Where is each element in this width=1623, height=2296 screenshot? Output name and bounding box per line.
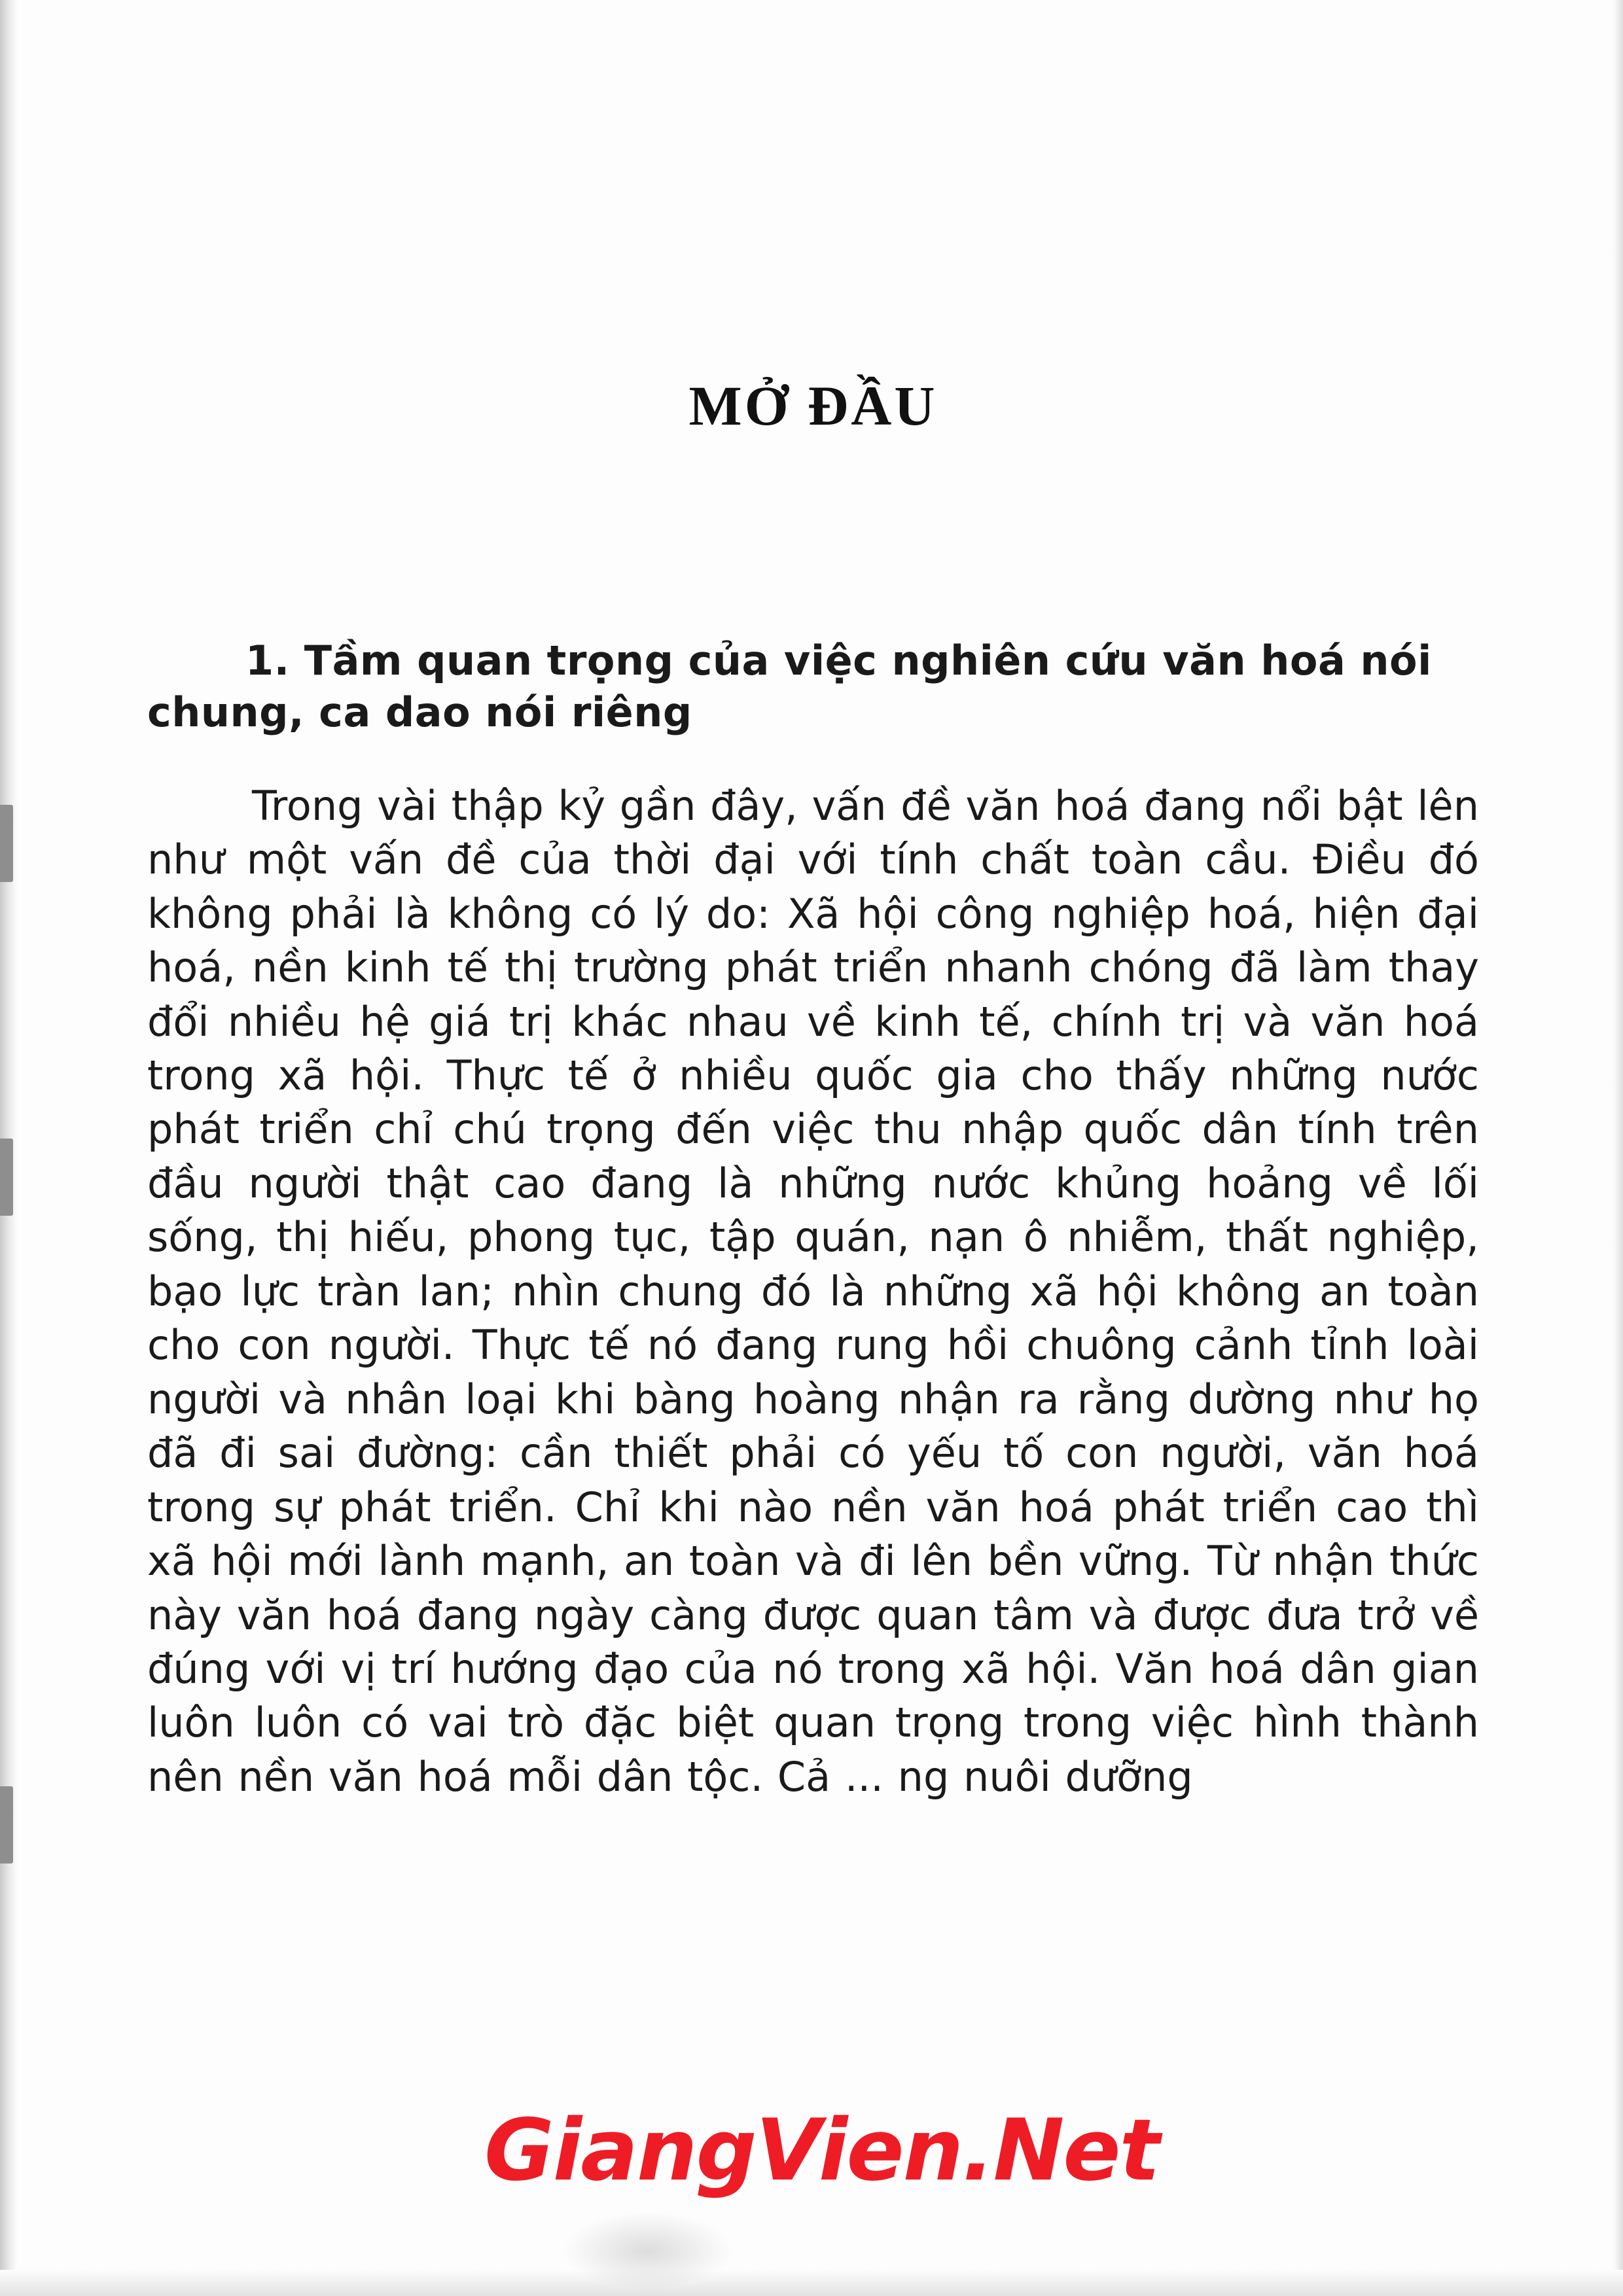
scan-edge-notch (0, 805, 13, 882)
section-heading-1: 1. Tầm quan trọng của việc nghiên cứu văn hoá nói chung, ca dao nói riêng (147, 637, 1432, 737)
scan-right-edge (1611, 0, 1623, 2296)
page-text-column (147, 0, 1479, 1845)
scan-bottom-edge (0, 2270, 1623, 2296)
watermark: GiangVien.Net (484, 2100, 1159, 2200)
scan-edge-notch (0, 1786, 13, 1863)
body-paragraph-1: Trong vài thập kỷ gần đây, vấn đề văn hoá đang nổi bật lên như một vấn đề của thời đại với tính chất toàn cầu. Điều đó không phải là không có lý do: Xã hội công nghiệp hoá, hiện đại hoá, nền kinh tế thị trường phát triển nhanh chóng đã làm thay đổi nhiều hệ giá trị khác nhau về kinh tế, chính trị và văn hoá trong xã hội. Thực tế ở nhiều quốc gia cho thấy những nước phát triển chỉ chú trọng đến việc thu nhập quốc dân tính trên đầu người thật cao đang là những nước khủng hoảng về lối sống, thị hiếu, phong tục, tập quán, nạn ô nhiễm, thất nghiệp, bạo lực tràn lan; nhìn chung đó là những xã hội không an toàn cho con người. Thực tế nó đang rung hồi chuông cảnh tỉnh loài người và nhân loại khi bàng hoàng nhận ra rằng dường như họ đã đi sai đường: cần thiết phải có yếu tố con người, văn hoá trong sự phát triển. Chỉ khi nào nền văn hoá phát triển cao thì xã hội mới lành mạnh, an toàn và đi lên bền vững. Từ nhận thức này văn hoá đang ngày càng được quan tâm và được đưa trở về đúng với vị trí hướng đạo của nó trong xã hội. Văn hoá dân gian luôn luôn có vai trò đặc biệt quan trọng trong việc hình thành nên nền văn hoá mỗi dân tộc. Cả ... ng nuôi dưỡng (147, 781, 1479, 1801)
page-title: MỞ ĐẦU (688, 374, 938, 437)
scan-edge-notch (0, 1139, 13, 1216)
scan-smudge (563, 2212, 733, 2290)
